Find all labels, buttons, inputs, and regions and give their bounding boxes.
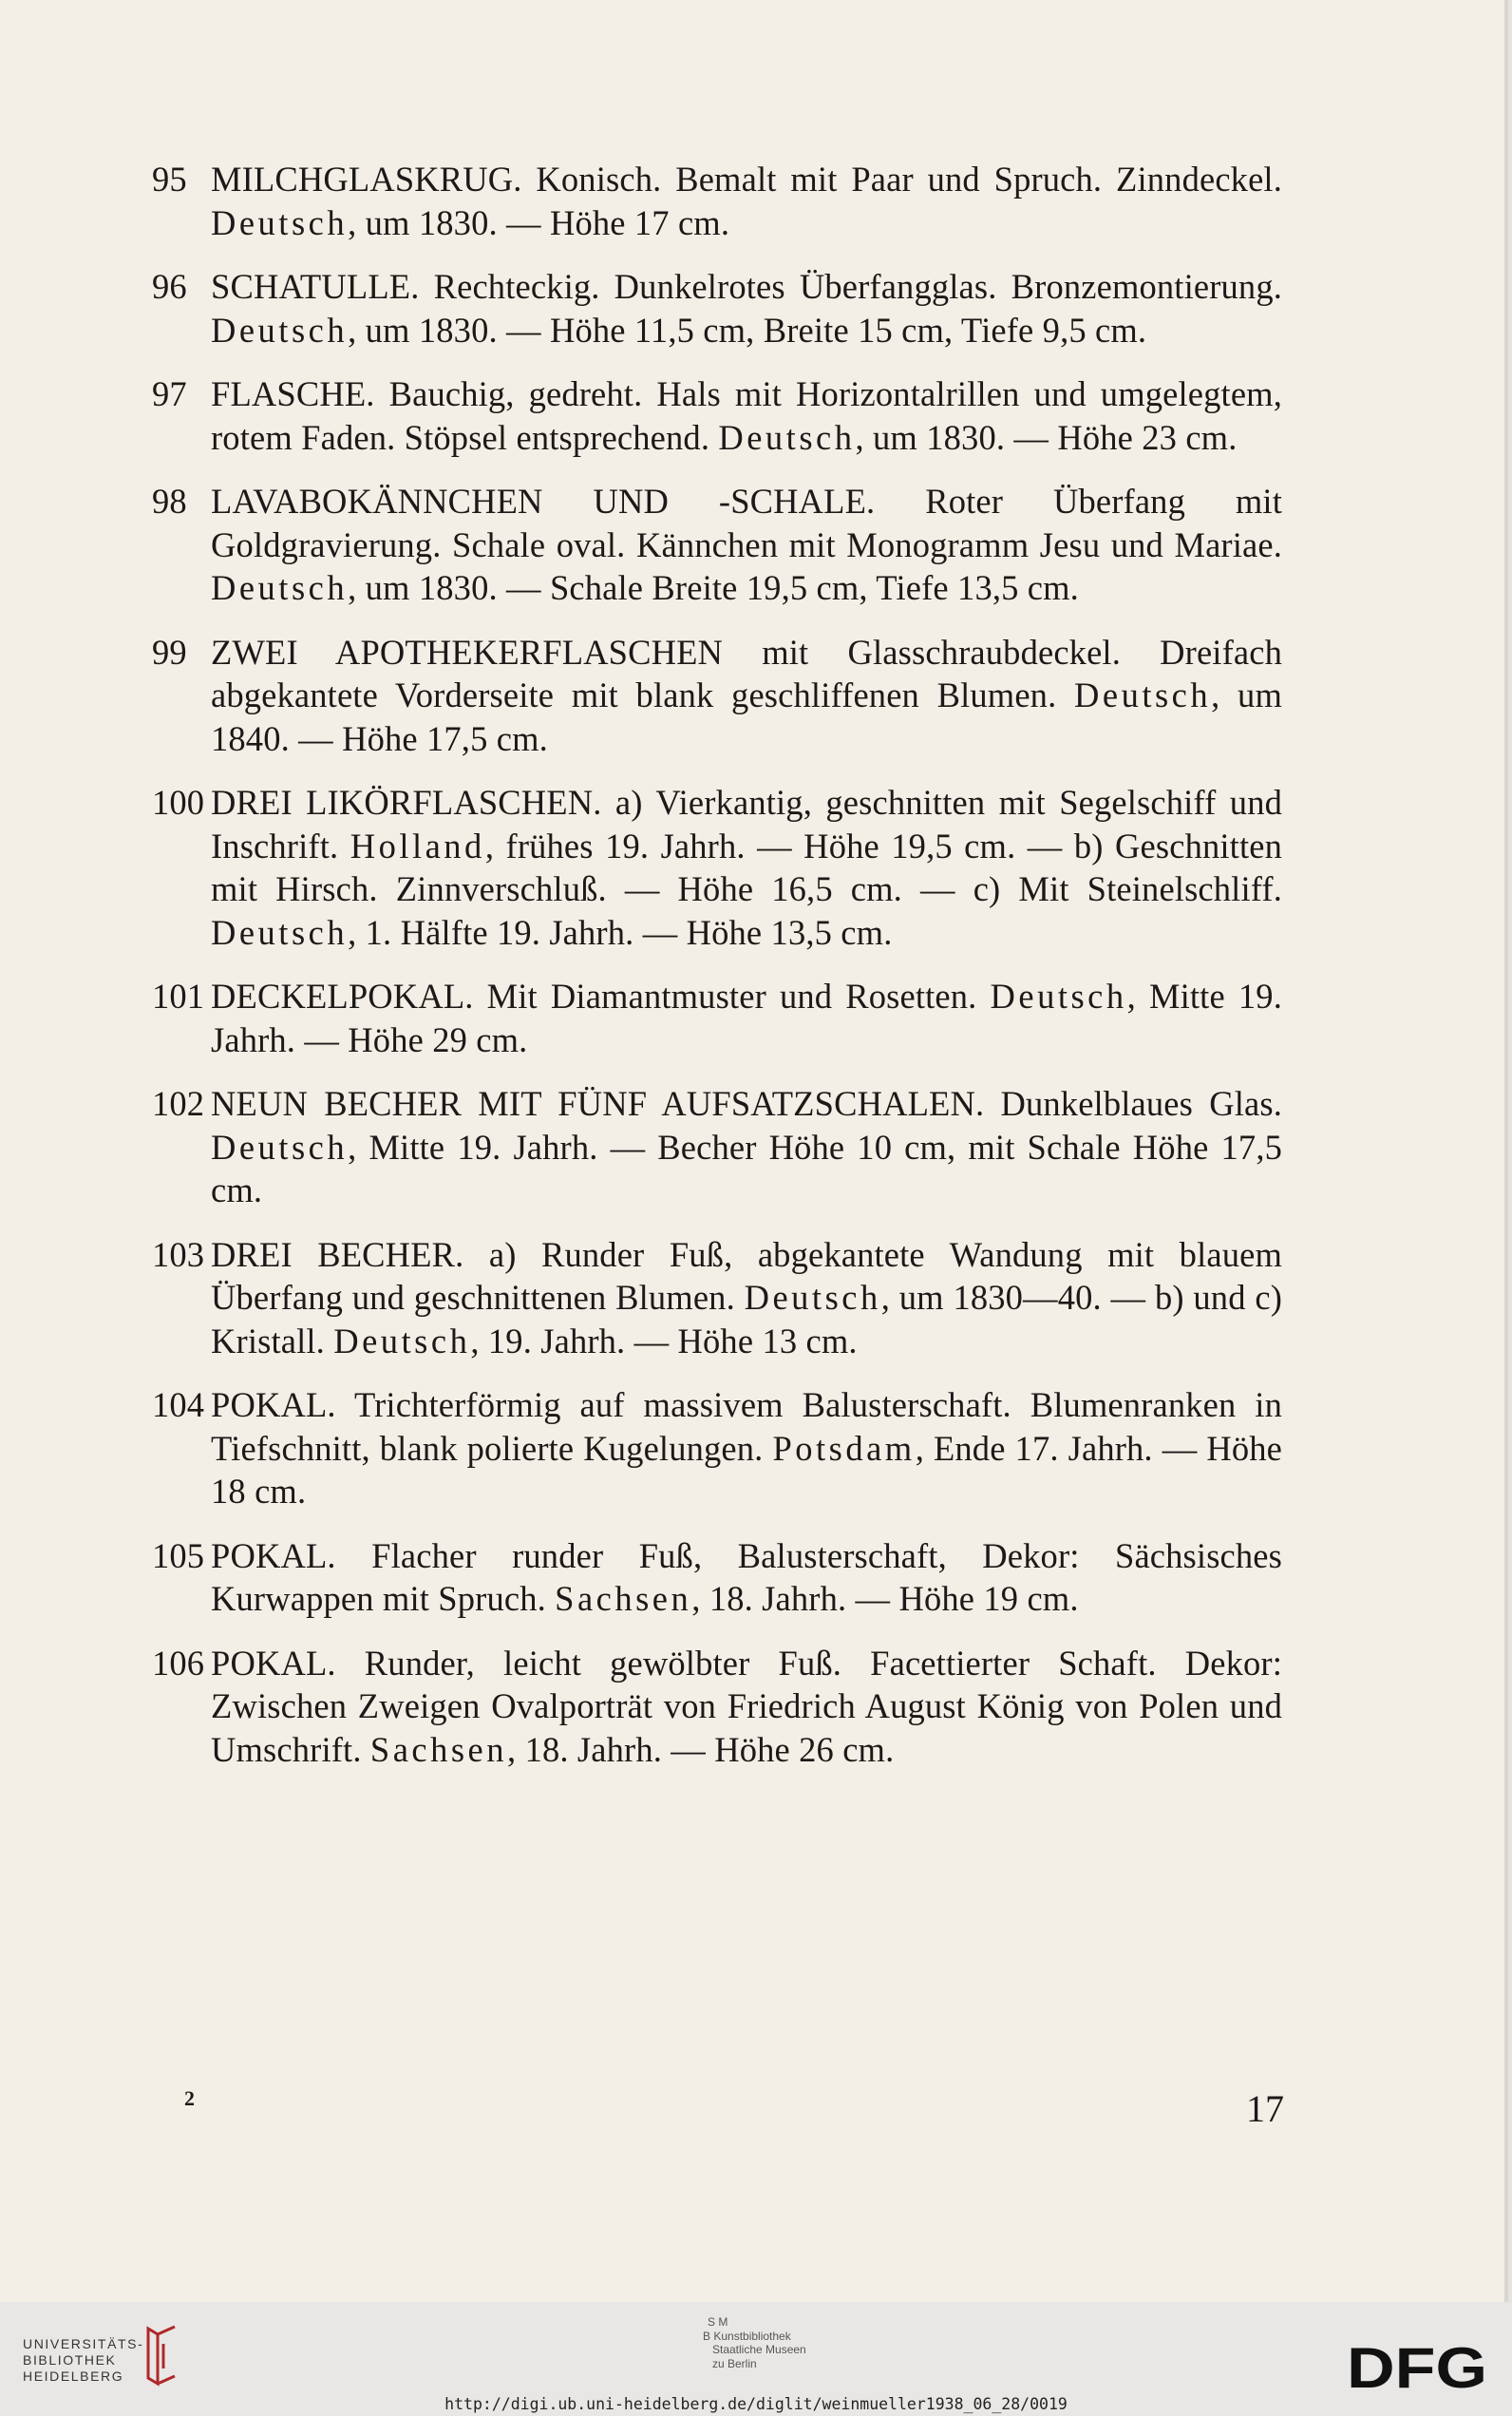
entry-number: 98 [152, 482, 187, 521]
entry-number: 99 [152, 632, 187, 672]
entry-description: , Ende 17. Jahrh. — Höhe 18 cm. [211, 1428, 1282, 1511]
entry-description: , Mitte 19. Jahrh. — Becher Höhe 10 cm, mit Schale Höhe 17,5 cm. [211, 1127, 1282, 1209]
entry-text [211, 1644, 1282, 1769]
entry-description: ZWEI APOTHEKERFLASCHEN mit Glasschraubdeckel. Dreifach abgekantete Vorderseite mit blank geschliffenen Blumen. [211, 632, 1282, 714]
entry-origin: Deutsch [211, 310, 349, 350]
entry-text [211, 1385, 1282, 1511]
catalog-entry [152, 1233, 1282, 1363]
entry-origin: Holland [350, 826, 485, 866]
entry-description: DECKELPOKAL. Mit Diamantmuster und Rosetten. [211, 977, 991, 1016]
entry-description: , 18. Jahrh. — Höhe 19 cm. [691, 1579, 1079, 1618]
library-name-line: BIBLIOTHEK [23, 2352, 117, 2368]
entry-text [211, 977, 1282, 1059]
entry-description: NEUN BECHER MIT FÜNF AUFSATZSCHALEN. Dunkelblaues Glas. [211, 1084, 1282, 1123]
entry-text [211, 633, 1282, 758]
entry-description: MILCHGLASKRUG. Konisch. Bemalt mit Paar und Spruch. Zinndeckel. [211, 160, 1282, 199]
entry-description: LAVABOKÄNNCHEN UND -SCHALE. Roter Überfang mit Goldgravierung. Schale oval. Kännchen mit Monogramm Jesu und Mariae. [211, 482, 1282, 564]
entry-description: , um 1830—40. — b) und c) Kristall. [211, 1278, 1283, 1360]
signature-mark: 2 [184, 2086, 195, 2110]
catalog-entry [152, 265, 1282, 352]
entry-origin: Deutsch [333, 1321, 471, 1360]
entry-number: 95 [152, 160, 187, 199]
library-name-line: HEIDELBERG [23, 2368, 124, 2384]
entry-origin: Sachsen [555, 1579, 692, 1618]
stamp-line: zu Berlin [712, 2356, 757, 2370]
catalog-entry [152, 975, 1282, 1061]
entry-description: POKAL. Runder, leicht gewölbter Fuß. Facettierter Schaft. Dekor: Zwischen Zweigen Ovalporträt von Friedrich August König von Polen und Umschrift. [211, 1643, 1282, 1769]
entry-description: , um 1830. — Schale Breite 19,5 cm, Tiefe 13,5 cm. [348, 568, 1079, 607]
entry-number: 105 [152, 1535, 205, 1575]
stamp-line: Staatliche Museen [712, 2343, 806, 2356]
entry-origin: Deutsch [211, 912, 349, 952]
entry-text [211, 482, 1282, 607]
entry-origin: Deutsch [1074, 675, 1212, 714]
entry-origin: Deutsch [990, 977, 1127, 1016]
catalog-entry [152, 158, 1282, 244]
entry-origin: Deutsch [211, 1127, 349, 1167]
page-number: 17 [1246, 2087, 1284, 2130]
entry-description: , um 1830. — Höhe 17 cm. [348, 202, 730, 242]
library-name [23, 2336, 143, 2385]
viewer-footer [0, 2302, 1512, 2416]
stamp-line: B Kunstbibliothek [703, 2329, 791, 2343]
entry-origin: Deutsch [718, 417, 856, 457]
stamp-line: S M [708, 2315, 728, 2329]
entry-description: SCHATULLE. Rechteckig. Dunkelrotes Überfangglas. Bronzemontierung. [211, 267, 1282, 306]
entry-number: 104 [152, 1385, 205, 1424]
dfg-logo-icon [1347, 2340, 1489, 2393]
library-stamp [703, 2315, 806, 2370]
source-url-link[interactable]: http://digi.ub.uni-heidelberg.de/diglit/weinmueller1938_06_28/0019 [444, 2395, 1068, 2413]
entry-text [211, 1235, 1282, 1360]
entry-origin: Deutsch [744, 1278, 881, 1317]
catalog-entry [152, 480, 1282, 610]
entry-description: , frühes 19. Jahrh. — Höhe 19,5 cm. — b) Geschnitten mit Hirsch. Zinnverschluß. — Höhe 16,5 cm. — c) Mit Steinelschliff. [211, 826, 1282, 908]
entry-description: POKAL. Trichterförmig auf massivem Balusterschaft. Blumenranken in Tiefschnitt, blank polierte Kugelungen. [211, 1385, 1282, 1468]
catalog-entry [152, 1082, 1282, 1212]
entry-origin: Deutsch [211, 202, 349, 242]
entry-number: 100 [152, 783, 205, 822]
library-name-line: UNIVERSITÄTS- [23, 2336, 144, 2351]
entry-description: FLASCHE. Bauchig, gedreht. Hals mit Horizontalrillen und umgelegtem, rotem Faden. Stöpsel entsprechend. [211, 374, 1282, 457]
entry-origin: Deutsch [211, 568, 349, 607]
entry-description: DREI LIKÖRFLASCHEN. a) Vierkantig, geschnitten mit Segelschiff und Inschrift. [211, 783, 1282, 866]
entry-text [211, 374, 1282, 457]
entry-text [211, 267, 1282, 350]
entry-number: 102 [152, 1084, 205, 1123]
entry-description: , 19. Jahrh. — Höhe 13 cm. [470, 1321, 858, 1360]
entry-description: , Mitte 19. Jahrh. — Höhe 29 cm. [211, 977, 1282, 1059]
entry-number: 106 [152, 1643, 205, 1683]
entry-description: , um 1830. — Höhe 11,5 cm, Breite 15 cm, Tiefe 9,5 cm. [348, 310, 1147, 350]
catalog-entries [152, 158, 1282, 1792]
entry-description: , 18. Jahrh. — Höhe 26 cm. [507, 1729, 895, 1769]
entry-number: 96 [152, 267, 187, 306]
catalog-entry [152, 1383, 1282, 1513]
catalog-entry [152, 1534, 1282, 1621]
entry-description: DREI BECHER. a) Runder Fuß, abgekantete Wandung mit blauem Überfang und geschnittenen Blumen. [211, 1234, 1282, 1317]
entry-number: 103 [152, 1234, 205, 1274]
catalog-entry [152, 781, 1282, 954]
catalog-entry [152, 631, 1282, 761]
entry-text [211, 160, 1282, 242]
entry-origin: Potsdam [772, 1428, 916, 1468]
svg-text:DFG: DFG [1347, 2340, 1487, 2393]
entry-description: , um 1830. — Höhe 23 cm. [855, 417, 1238, 457]
entry-description: POKAL. Flacher runder Fuß, Balusterschaft, Dekor: Sächsisches Kurwappen mit Spruch. [211, 1535, 1282, 1618]
catalog-entry [152, 372, 1282, 459]
catalog-entry [152, 1642, 1282, 1772]
entry-text [211, 1536, 1282, 1619]
entry-description: , 1. Hälfte 19. Jahrh. — Höhe 13,5 cm. [348, 912, 893, 952]
entry-text [211, 783, 1282, 952]
university-library-logo-icon [142, 2323, 182, 2387]
entry-number: 97 [152, 374, 187, 413]
entry-origin: Sachsen [369, 1729, 508, 1769]
entry-description: , um 1840. — Höhe 17,5 cm. [211, 675, 1282, 758]
entry-number: 101 [152, 977, 205, 1016]
entry-text [211, 1084, 1282, 1209]
